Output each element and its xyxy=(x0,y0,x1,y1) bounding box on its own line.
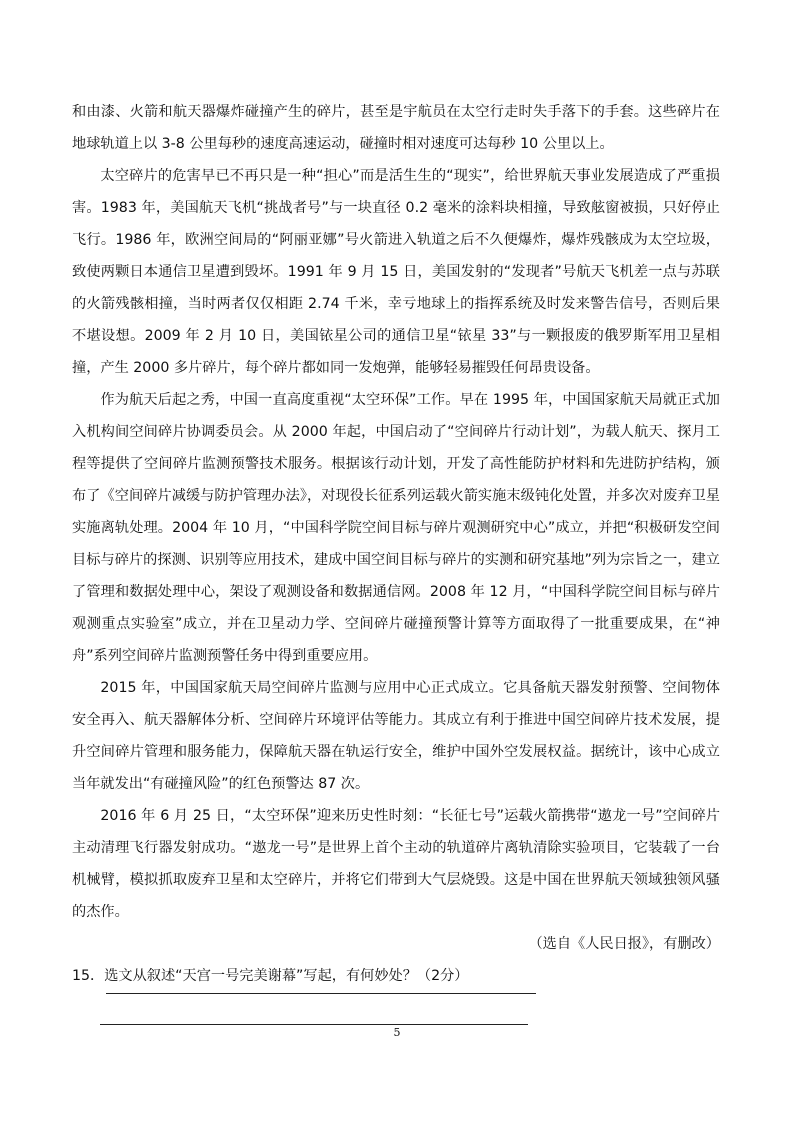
article-paragraph-5: 2016 年 6 月 25 日，“太空环保”迎来历史性时刻：“长征七号”运载火箭携带“遨龙一号”空间碎片主动清理飞行器发射成功。“遨龙一号”是世界上首个主动的轨道碎片离轨清除实验项目，它装载了一台机械臂，模拟抓取废弃卫星和太空碎片，并将它们带到大气层烧毁。这是中国在世界航天领域独领风骚的杰作。 xyxy=(72,808,720,920)
article-paragraph-1: 和由漆、火箭和航天器爆炸碰撞产生的碎片，甚至是宇航员在太空行走时失手落下的手套。这些碎片在地球轨道上以 3-8 公里每秒的速度高速运动，碰撞时相对速度可达每秒 10 公里以上。 xyxy=(72,104,720,152)
article-body xyxy=(72,96,720,992)
article-paragraph-3: 作为航天后起之秀，中国一直高度重视“太空环保”工作。早在 1995 年，中国国家航天局就正式加入机构间空间碎片协调委员会。从 2000 年起，中国启动了“空间碎片行动计划”，为载人航天、探月工程等提供了空间碎片监测预警技术服务。根据该行动计划，开发了高性能防护材料和先进防护结构，颁布了《空间碎片减缓与防护管理办法》，对现役长征系列运载火箭实施末级钝化处置，并多次对废弃卫星实施离轨处理。2004 年 10 月，“中国科学院空间目标与碎片观测研究中心”成立，并把“积极研发空间目标与碎片的探测、识别等应用技术，建成中国空间目标与碎片的实测和研究基地”列为宗旨之一，建立了管理和数据处理中心，架设了观测设备和数据通信网。2008 年 12 月，“中国科学院空间目标与碎片观测重点实验室”成立，并在卫星动力学、空间碎片碰撞预警计算等方面取得了一批重要成果，在“神舟”系列空间碎片监测预警任务中得到重要应用。 xyxy=(72,392,720,664)
article-paragraph-4: 2015 年，中国国家航天局空间碎片监测与应用中心正式成立。它具备航天器发射预警、空间物体安全再入、航天器解体分析、空间碎片环境评估等能力。其成立有利于推进中国空间碎片技术发展，提升空间碎片管理和服务能力，保障航天器在轨运行安全，维护中国外空发展权益。据统计，该中心成立当年就发出“有碰撞风险”的红色预警达 87 次。 xyxy=(72,680,720,792)
article-paragraph-2: 太空碎片的危害早已不再只是一种“担心”而是活生生的“现实”，给世界航天事业发展造成了严重损害。1983 年，美国航天飞机“挑战者号”与一块直径 0.2 毫米的涂料块相撞，导致舷窗被损，只好停止飞行。1986 年，欧洲空间局的“阿丽亚娜”号火箭进入轨道之后不久便爆炸，爆炸残骸成为太空垃圾，致使两颗日本通信卫星遭到毁坏。1991 年 9 月 15 日，美国发射的“发现者”号航天飞机差一点与苏联的火箭残骸相撞，当时两者仅仅相距 2.74 千米，幸亏地球上的指挥系统及时发来警告信号，否则后果不堪设想。2009 年 2 月 10 日，美国铱星公司的通信卫星“铱星 33”与一颗报废的俄罗斯军用卫星相撞，产生 2000 多片碎片，每个碎片都如同一发炮弹，能够轻易摧毁任何昂贵设备。 xyxy=(72,168,720,376)
answer-line-2[interactable] xyxy=(100,1024,528,1025)
page-number: 5 xyxy=(393,1026,401,1039)
question-15: 15．选文从叙述“天宫一号完美谢幕”写起，有何妙处？（2分） xyxy=(72,968,469,984)
article-source: （选自《人民日报》，有删改） xyxy=(528,936,720,952)
answer-line-1[interactable] xyxy=(106,993,536,994)
